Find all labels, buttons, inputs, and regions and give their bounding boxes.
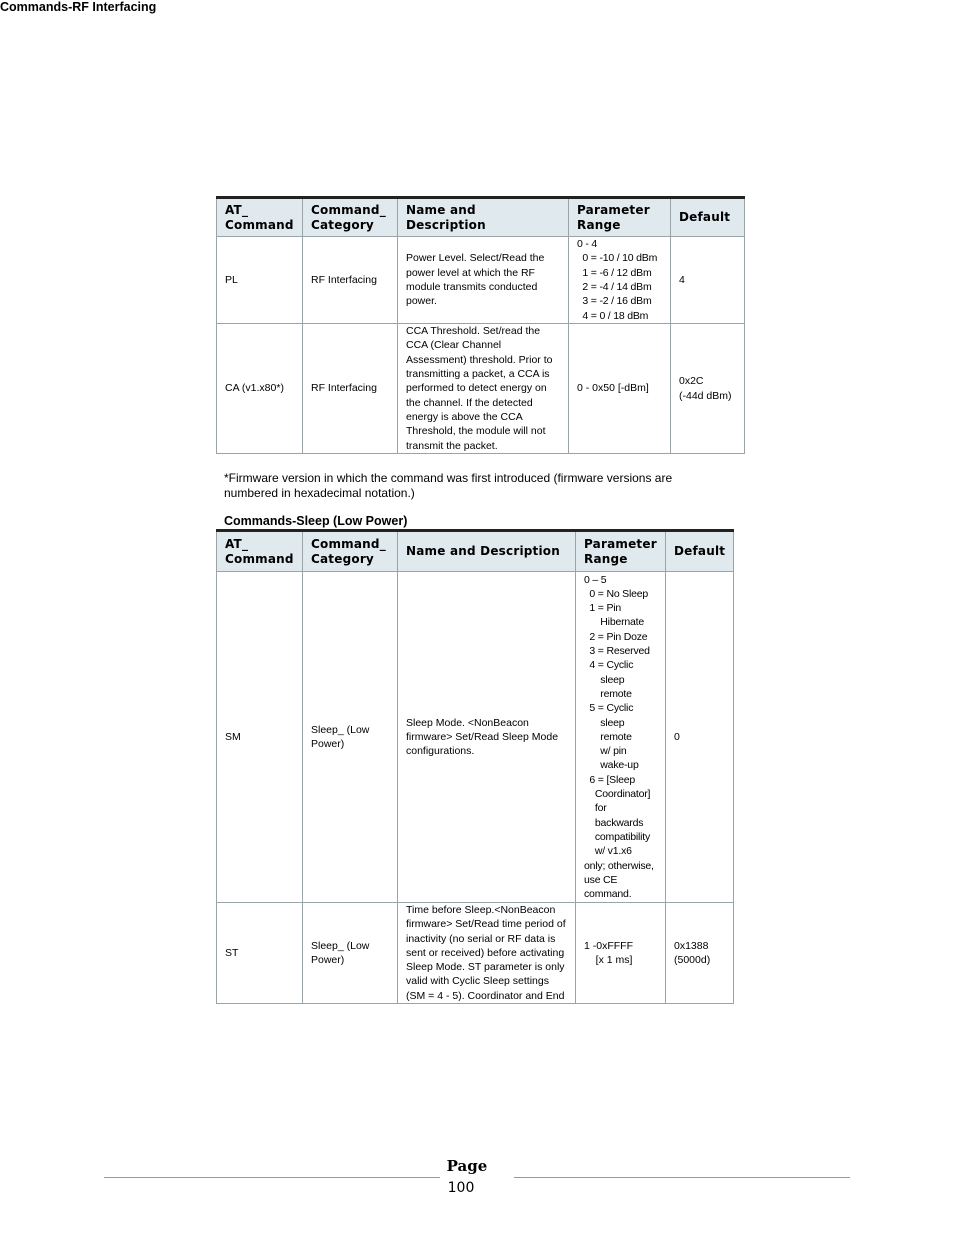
- command-cell: PL: [217, 237, 303, 324]
- description-cell: CCA Threshold. Set/read the CCA (Clear Channel Assessment) threshold. Prior to transmitting a packet, a CCA is performed to detect energy on the channel. If the detected energy is above the CCA Threshold, the module will not transmit the packet.: [398, 324, 569, 454]
- header-command-category: Command_ Category: [303, 531, 398, 572]
- page-footer: [0, 1156, 954, 1206]
- range-cell: 0 – 5 0 = No Sleep 1 = Pin Hibernate 2 = Pin Doze 3 = Reserved 4 = Cyclic sleep remote 5 = Cyclic sleep remote w/ pin wake-up 6 = [Sleep Coordinator] for backwards compatibility w/ v1.x6 only; otherwise, use CE command.: [576, 572, 666, 903]
- table-row: [217, 903, 734, 1004]
- range-cell: 1 -0xFFFF [x 1 ms]: [576, 903, 666, 1004]
- rf-table-title: Commands-RF Interfacing: [0, 0, 157, 14]
- description-cell: Time before Sleep.<NonBeacon firmware> Set/Read time period of inactivity (no serial or RF data is sent or received) before activating Sleep Mode. ST parameter is only valid with Cyclic Sleep settings (SM = 4 - 5). Coordinator and End: [398, 903, 576, 1004]
- header-name-description: Name and Description: [398, 198, 569, 237]
- default-cell: 4: [671, 237, 745, 324]
- default-cell: 0: [666, 572, 734, 903]
- command-cell: ST: [217, 903, 303, 1004]
- table-row: [217, 237, 745, 324]
- page-number: 100: [447, 1180, 475, 1196]
- description-cell: Power Level. Select/Read the power level at which the RF module transmits conducted power.: [398, 237, 569, 324]
- range-cell: 0 - 4 0 = -10 / 10 dBm 1 = -6 / 12 dBm 2 = -4 / 14 dBm 3 = -2 / 16 dBm 4 = 0 / 18 dBm: [569, 237, 671, 324]
- category-cell: Sleep_ (Low Power): [303, 572, 398, 903]
- category-cell: RF Interfacing: [303, 237, 398, 324]
- header-at-command: AT_ Command: [217, 198, 303, 237]
- header-default: Default: [671, 198, 745, 237]
- default-cell: 0x1388 (5000d): [666, 903, 734, 1004]
- range-cell: 0 - 0x50 [-dBm]: [569, 324, 671, 454]
- category-cell: Sleep_ (Low Power): [303, 903, 398, 1004]
- rf-interfacing-table: [216, 196, 745, 454]
- footer-divider-left: [104, 1177, 440, 1178]
- page-label: Page: [446, 1157, 488, 1175]
- sleep-table-title: Commands-Sleep (Low Power): [224, 514, 408, 528]
- description-cell: Sleep Mode. <NonBeacon firmware> Set/Read Sleep Mode configurations.: [398, 572, 576, 903]
- header-default: Default: [666, 531, 734, 572]
- header-command-category: Command_ Category: [303, 198, 398, 237]
- footer-divider-right: [514, 1177, 850, 1178]
- category-cell: RF Interfacing: [303, 324, 398, 454]
- header-at-command: AT_ Command: [217, 531, 303, 572]
- command-cell: SM: [217, 572, 303, 903]
- command-cell: CA (v1.x80*): [217, 324, 303, 454]
- header-name-description: Name and Description: [398, 531, 576, 572]
- sleep-low-power-table: [216, 529, 734, 1004]
- default-cell: 0x2C (-44d dBm): [671, 324, 745, 454]
- table-row: [217, 572, 734, 903]
- firmware-footnote: *Firmware version in which the command was first introduced (firmware versions are numbered in hexadecimal notation.): [224, 471, 673, 500]
- header-parameter-range: Parameter Range: [569, 198, 671, 237]
- table-row: [217, 324, 745, 454]
- header-parameter-range: Parameter Range: [576, 531, 666, 572]
